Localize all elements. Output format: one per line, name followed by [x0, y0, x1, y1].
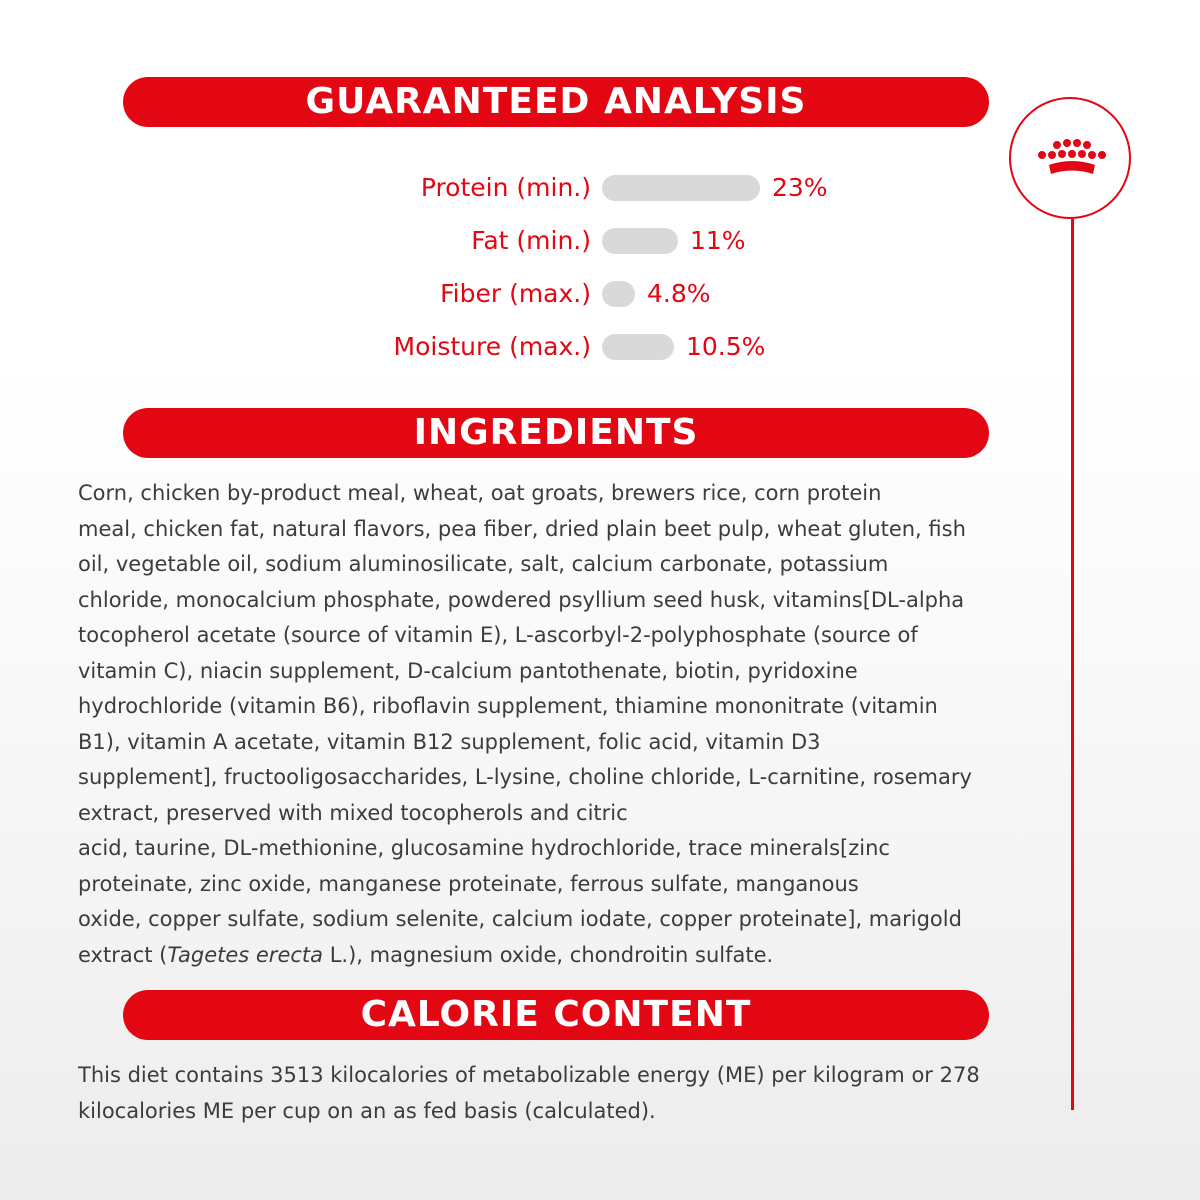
analysis-value: 4.8%	[647, 279, 711, 308]
royal-crown-icon	[1011, 99, 1129, 217]
analysis-value: 23%	[772, 173, 828, 202]
ingredients-heading: INGREDIENTS	[123, 408, 989, 458]
logo-badge	[1009, 97, 1131, 219]
calorie-line: kilocalories ME per cup on an as fed basis (calculated).	[78, 1098, 656, 1123]
guaranteed-analysis-heading: GUARANTEED ANALYSIS	[123, 77, 989, 127]
analysis-row-fat	[0, 223, 1200, 259]
ingredients-line: chloride, monocalcium phosphate, powdered psyllium seed husk, vitamins[DL-alpha	[78, 587, 965, 612]
ingredients-line-last	[78, 938, 1058, 974]
analysis-row-fiber	[0, 276, 1200, 312]
ingredients-text-segment: extract (	[78, 942, 168, 967]
analysis-label: Fat (min.)	[471, 226, 591, 255]
ingredients-line: oxide, copper sulfate, sodium selenite, calcium iodate, copper proteinate], marigold	[78, 907, 962, 931]
analysis-bar	[602, 281, 635, 307]
ingredients-line: extract, preserved with mixed tocopherols and citric	[78, 800, 628, 825]
analysis-bar	[602, 334, 674, 360]
analysis-row-moisture	[0, 329, 1200, 365]
ingredients-text	[78, 476, 1058, 973]
analysis-value: 10.5%	[686, 332, 766, 361]
calorie-text	[78, 1058, 1058, 1129]
calorie-content-heading: CALORIE CONTENT	[123, 990, 989, 1040]
ingredients-line: meal, chicken fat, natural flavors, pea fiber, dried plain beet pulp, wheat gluten, fish	[78, 516, 966, 541]
ingredients-line: acid, taurine, DL-methionine, glucosamine hydrochloride, trace minerals[zinc	[78, 836, 890, 860]
ingredients-italic-species: Tagetes erecta	[167, 942, 324, 967]
ingredients-line: tocopherol acetate (source of vitamin E), L-ascorbyl-2-polyphosphate (source of	[78, 623, 918, 647]
ingredients-line: hydrochloride (vitamin B6), riboflavin supplement, thiamine mononitrate (vitamin	[78, 694, 938, 718]
ingredients-line: Corn, chicken by-product meal, wheat, oat groats, brewers rice, corn protein	[78, 481, 882, 505]
analysis-value: 11%	[690, 226, 746, 255]
ingredients-line: oil, vegetable oil, sodium aluminosilicate, salt, calcium carbonate, potassium	[78, 552, 889, 576]
ingredients-line: B1), vitamin A acetate, vitamin B12 supplement, folic acid, vitamin D3	[78, 729, 821, 754]
ingredients-line: proteinate, zinc oxide, manganese proteinate, ferrous sulfate, manganous	[78, 871, 859, 896]
analysis-label: Protein (min.)	[420, 173, 591, 202]
calorie-line: This diet contains 3513 kilocalories of metabolizable energy (ME) per kilogram or 278	[78, 1063, 980, 1087]
analysis-bar	[602, 228, 678, 254]
analysis-label: Moisture (max.)	[393, 332, 591, 361]
ingredients-line: supplement], fructooligosaccharides, L-lysine, choline chloride, L-carnitine, rosemary	[78, 765, 972, 789]
analysis-label: Fiber (max.)	[440, 279, 591, 308]
ingredients-text-segment: L.), magnesium oxide, chondroitin sulfate.	[323, 942, 774, 967]
ingredients-line: vitamin C), niacin supplement, D-calcium pantothenate, biotin, pyridoxine	[78, 658, 858, 683]
analysis-bar	[602, 175, 760, 201]
logo-vertical-line	[1071, 219, 1074, 1110]
